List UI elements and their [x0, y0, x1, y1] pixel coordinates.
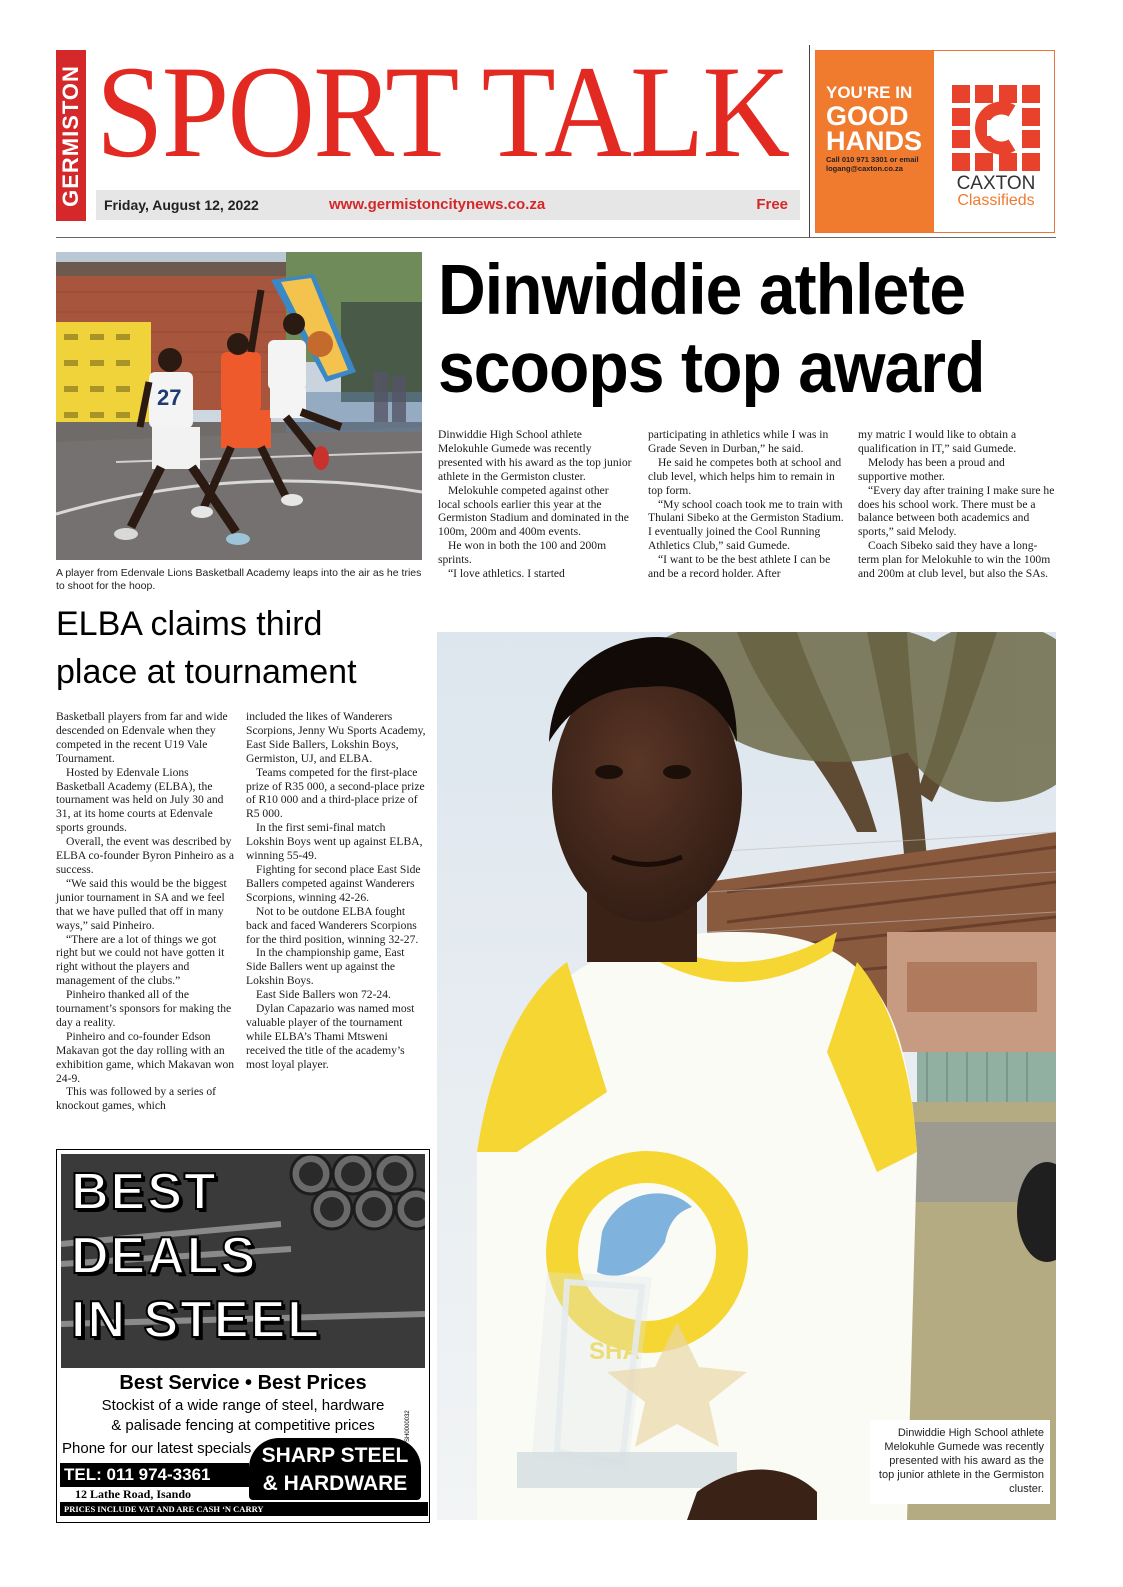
basketball-photo-caption: A player from Edenvale Lions Basketball Academy leaps into the air as he tries to shoot for the hoop. — [56, 567, 422, 592]
steel-ad-prices-note: PRICES INCLUDE VAT AND ARE CASH ‘N CARRY — [60, 1502, 428, 1516]
paragraph: Dinwiddie High School athlete Melokuhle Gumede was recently presented with his award as the top junior athlete in the Germiston cluster. — [438, 428, 632, 483]
website-link[interactable]: www.germistoncitynews.co.za — [329, 196, 546, 213]
paragraph: participating in athletics while I was in Grade Seven in Durban,” he said. — [648, 428, 829, 455]
steel-ad-service: Best Service • Best Prices — [119, 1372, 367, 1394]
paragraph: Dylan Capazario was named most valuable player of the tournament while ELBA’s Thami Mtsweni received the title of the academy’s most loyal player. — [246, 1002, 415, 1071]
paragraph: “My school coach took me to train with Thulani Sibeko at the Germiston Stadium. I eventually joined the Cool Running Athletics Club,” said Gumede. — [648, 497, 844, 553]
steel-ad-brand-badge — [249, 1438, 421, 1500]
steel-ad-headline-3: IN STEEL — [71, 1291, 322, 1349]
main-headline-line1: Dinwiddie athlete — [438, 251, 966, 330]
paragraph: In the championship game, East Side Ballers went up against the Lokshin Boys. — [246, 946, 405, 988]
paragraph: Pinheiro and co-founder Edson Makavan got the day rolling with an exhibition game, which Makavan won 24-9. — [56, 1029, 235, 1085]
section-label: GERMISTON — [58, 64, 83, 207]
steel-ad-headline-1: BEST — [71, 1163, 218, 1221]
dateline-bar — [96, 190, 800, 220]
elba-headline — [56, 600, 426, 696]
issue-date: Friday, August 12, 2022 — [104, 197, 259, 213]
paragraph: “Every day after training I make sure he does his school work. There must be a balance between both academics and sports,” said Melody. — [858, 483, 1055, 539]
main-story-column-1 — [438, 428, 632, 581]
paragraph: Melody has been a proud and supportive mother. — [858, 455, 1005, 483]
paragraph: In the first semi-final match Lokshin Boys went up against ELBA, winning 55-49. — [246, 821, 423, 863]
ad-brand-sub: Classifieds — [957, 192, 1035, 209]
paragraph: Overall, the event was described by ELBA co-founder Byron Pinheiro as a success. — [56, 835, 235, 876]
basketball-photo — [56, 252, 422, 560]
ad-orange-panel — [816, 51, 934, 232]
portrait-caption: Dinwiddie High School athlete Melokuhle Gumede was recently presented with his award as the top junior athlete in the Germiston cluster. — [870, 1420, 1050, 1504]
ad-tagline-good: GOOD — [826, 101, 909, 131]
caxton-logo-icon — [952, 85, 1040, 171]
paragraph: my matric I would like to obtain a qualification in IT,” said Gumede. — [858, 428, 1017, 455]
elba-story-column-2 — [246, 710, 426, 1072]
section-label-bar — [56, 50, 86, 221]
paragraph: “I love athletics. I started — [448, 567, 565, 581]
masthead-title: SPORT TALK — [96, 38, 789, 185]
ad-tagline-hands: HANDS — [826, 126, 923, 156]
paragraph: Teams competed for the first-place prize of R35 000, a second-place prize of R10 000 and a third-place prize of R5 000. — [246, 765, 425, 821]
shirt-text: SHA — [589, 1338, 640, 1365]
ad-contact-email: logang@caxton.co.za — [826, 164, 903, 173]
masthead-rule — [56, 237, 1056, 238]
paragraph: Melokuhle competed against other local schools earlier this year at the Germiston Stadium and dominated in the 100m, 200m and 400m events. — [438, 483, 629, 539]
ad-contact-phone: Call 010 971 3301 or email — [826, 155, 919, 164]
ad-tagline-1: YOU'RE IN — [826, 83, 913, 102]
athlete-portrait-image — [437, 632, 1056, 1520]
elba-headline-line1: ELBA claims third — [56, 605, 323, 643]
basketball-scene-image — [56, 252, 422, 560]
steel-ad-brand-1: SHARP STEEL — [261, 1444, 409, 1467]
jersey-number: 27 — [157, 385, 182, 410]
paragraph: This was followed by a series of knockout games, which — [56, 1085, 217, 1113]
paragraph: Fighting for second place East Side Ballers competed against Wanderers Scorpions, winning 42-26. — [246, 862, 421, 904]
paragraph: included the likes of Wanderers Scorpions, Jenny Wu Sports Academy, East Side Ballers, Lokshin Boys, Germiston, UJ, and ELBA. — [246, 710, 426, 765]
main-story-column-2 — [648, 428, 844, 581]
elba-headline-line2: place at tournament — [56, 653, 357, 691]
main-story-column-3 — [858, 428, 1056, 581]
ad-contact — [826, 155, 919, 173]
paragraph: Not to be outdone ELBA fought back and faced Wanderers Scorpions for the third position, winning 32-27. — [246, 904, 419, 946]
sharp-steel-ad[interactable] — [56, 1149, 430, 1523]
elba-story-column-1 — [56, 710, 236, 1113]
steel-ad-telephone[interactable]: TEL: 011 974-3361 — [60, 1463, 249, 1487]
masthead-divider — [809, 45, 810, 237]
steel-ad-banner — [61, 1154, 425, 1368]
ad-tagline-2 — [826, 101, 923, 156]
paragraph: “I want to be the best athlete I can be and be a record holder. After — [648, 553, 831, 581]
steel-ad-code: SH0000032 — [405, 1410, 411, 1442]
steel-ad-stockist-1: Stockist of a wide range of steel, hardware — [101, 1397, 385, 1414]
paragraph: “We said this would be the biggest junior tournament in SA and we feel that we have pulled that off in many ways,” said Pinheiro. — [56, 876, 227, 932]
caxton-classifieds-ad[interactable] — [815, 50, 1055, 233]
paragraph: Basketball players from far and wide descended on Edenvale when they competed in the recent U19 Vale Tournament. — [56, 710, 228, 765]
steel-ad-phone-label: Phone for our latest specials — [62, 1440, 252, 1457]
steel-ad-headline-2: DEALS — [71, 1227, 258, 1285]
athlete-portrait-photo — [437, 632, 1056, 1520]
paragraph: Pinheiro thanked all of the tournament’s sponsors for making the day a reality. — [56, 988, 232, 1029]
paragraph: Hosted by Edenvale Lions Basketball Academy (ELBA), the tournament was held on July 30 and 31, at its home courts at Edenvale sports grounds. — [56, 765, 224, 835]
steel-ad-stockist-2: & palisade fencing at competitive prices — [111, 1417, 375, 1434]
paragraph: “There are a lot of things we got right but we could not have gotten it right without the players and management of the clubs.” — [56, 932, 225, 988]
paragraph: He said he competes both at school and club level, which helps him to remain in top form. — [648, 455, 842, 497]
main-headline — [438, 252, 1015, 408]
paragraph: East Side Ballers won 72-24. — [256, 988, 391, 1002]
paragraph: Coach Sibeko said they have a long-term plan for Melokuhle to win the 100m and 200m at club level, but also the SAs. — [858, 539, 1051, 581]
ad-brand: CAXTON — [956, 173, 1036, 194]
price-label: Free — [756, 196, 788, 213]
main-headline-line2: scoops top award — [438, 329, 985, 408]
steel-ad-address: 12 Lathe Road, Isando — [75, 1487, 192, 1501]
paragraph: He won in both the 100 and 200m sprints. — [438, 539, 607, 567]
steel-ad-brand-2-text: & HARDWARE — [262, 1472, 408, 1495]
